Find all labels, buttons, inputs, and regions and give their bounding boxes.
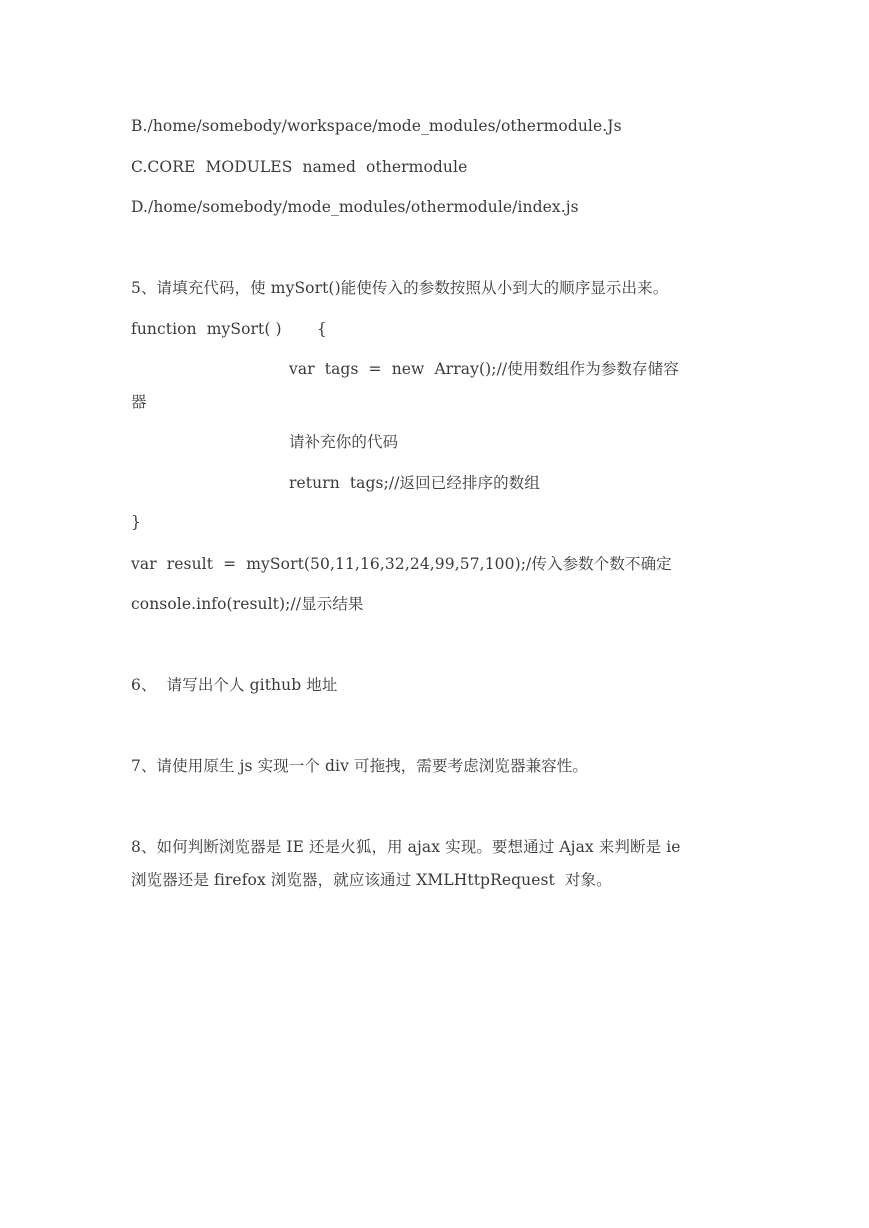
code-line-var-tags-wrap: 器	[131, 393, 147, 411]
code-line-close-brace: }	[131, 513, 141, 531]
question-6: 6、 请写出个人 github 地址	[131, 676, 338, 694]
code-line-console: console.info(result);//显示结果	[131, 595, 364, 613]
code-line-var-tags: var tags = new Array();//使用数组作为参数存储容	[289, 360, 679, 378]
option-c: C.CORE MODULES named othermodule	[131, 158, 468, 176]
question-8-line2: 浏览器还是 firefox 浏览器，就应该通过 XMLHttpRequest 对象。	[131, 871, 612, 889]
question-5: 5、请填充代码，使 mySort()能使传入的参数按照从小到大的顺序显示出来。	[131, 279, 669, 297]
option-b: B./home/somebody/workspace/mode_modules/othermodule.Js	[131, 117, 622, 135]
option-d: D./home/somebody/mode_modules/othermodule/index.js	[131, 198, 579, 216]
question-7: 7、请使用原生 js 实现一个 div 可拖拽，需要考虑浏览器兼容性。	[131, 757, 588, 775]
code-line-var-result: var result = mySort(50,11,16,32,24,99,57,100);/传入参数个数不确定	[131, 555, 672, 573]
code-line-function: function mySort( ) {	[131, 320, 327, 338]
code-line-return: return tags;//返回已经排序的数组	[289, 474, 540, 492]
code-line-placeholder: 请补充你的代码	[289, 433, 399, 451]
question-8-line1: 8、如何判断浏览器是 IE 还是火狐，用 ajax 实现。要想通过 Ajax 来判断是 ie	[131, 838, 681, 856]
